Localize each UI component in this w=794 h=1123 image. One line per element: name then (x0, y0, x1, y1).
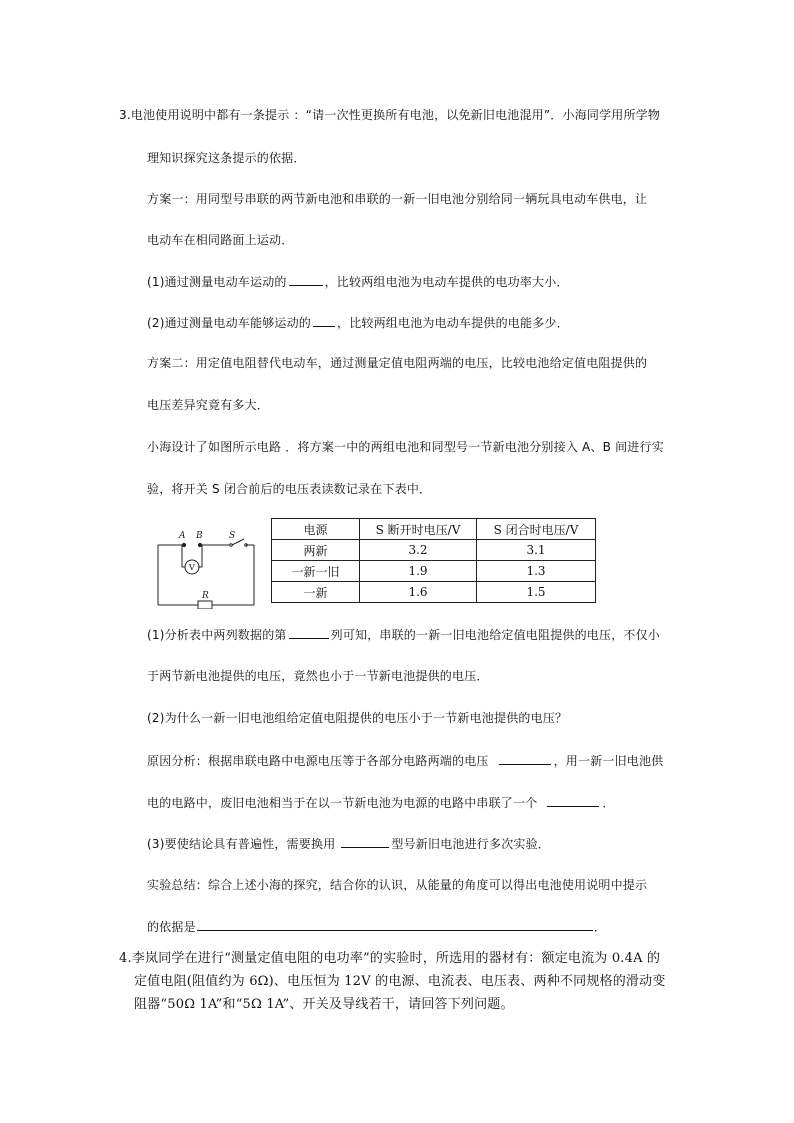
reason-b-prefix: 电的电路中，废旧电池相当于在以一节新电池为电源的电路中串联了一个 (147, 796, 538, 810)
answer-blank[interactable] (341, 835, 389, 848)
terminal-b-label: B (196, 531, 203, 541)
q4-line-2: 定值电阻(阻值约为 6Ω)、电压恒为 12V 的电源、电流表、电压表、两种不同规格的滑动变 (134, 974, 666, 989)
a3-suffix: 型号新旧电池进行多次实验． (391, 837, 551, 851)
table-row (272, 561, 596, 582)
p1-prefix: (1)通过测量电动车运动的 (147, 275, 287, 289)
q3-line-2: 理知识探究这条提示的依据． (147, 151, 306, 165)
plan1-question-1 (147, 273, 569, 290)
plan1-line-1: 方案一：用同型号串联的两节新电池和串联的一新一旧电池分别给同一辆玩具电动车供电，让 (147, 192, 648, 206)
table-cell: 1.9 (360, 561, 477, 582)
table-header: S 断开时电压/V (360, 519, 477, 540)
q4-line-3: 阻器“50Ω 1A”和“5Ω 1A”、开关及导线若干，请回答下列问题。 (134, 997, 514, 1012)
answer-blank[interactable] (289, 626, 329, 639)
answer-blank[interactable] (197, 918, 593, 931)
table-cell: 一新一旧 (272, 561, 360, 582)
table-cell: 1.5 (477, 582, 596, 603)
summary-line-1: 实验总结：综合上述小海的探究，结合你的认识，从能量的角度可以得出电池使用说明中提示 (147, 878, 648, 892)
summary-line-2 (147, 918, 606, 935)
analysis-line-2: 于两节新电池提供的电压，竟然也小于一节新电池提供的电压． (147, 669, 489, 683)
p1-suffix: ，比较两组电池为电动车提供的电功率大小． (324, 275, 569, 289)
plan2-line-2: 电压差异究竟有多大． (147, 398, 270, 412)
table-cell: 3.1 (477, 540, 596, 561)
table-cell: 3.2 (360, 540, 477, 561)
design-line-1: 小海设计了如图所示电路 ．将方案一中的两组电池和同型号一节新电池分别接入 A、B 间进行实 (147, 440, 664, 454)
table-header-row (272, 519, 596, 540)
table-cell: 一新 (272, 582, 360, 603)
a1-suffix: 列可知，串联的一新一旧电池给定值电阻提供的电压，不仅小 (330, 628, 661, 642)
terminal-a-label: A (179, 531, 186, 541)
reason-b-suffix: ． (602, 796, 615, 810)
reason-prefix: 原因分析：根据串联电路中电源电压等于各部分电路两端的电压 (147, 754, 489, 768)
q3-line-1: 3.电池使用说明中都有一条提示 ：“请一次性更换所有电池，以免新旧电池混用”．小海同学用所学物 (119, 108, 661, 122)
table-cell: 1.6 (360, 582, 477, 603)
table-cell: 两新 (272, 540, 360, 561)
answer-blank[interactable] (547, 794, 599, 807)
a1-prefix: (1)分析表中两列数据的第 (147, 628, 287, 642)
analysis-question-3 (147, 835, 550, 852)
table-header: 电源 (272, 519, 360, 540)
plan2-line-1: 方案二：用定值电阻替代电动车，通过测量定值电阻两端的电压，比较电池给定值电阻提供的 (147, 356, 648, 370)
design-line-2: 验，将开关 S 闭合前后的电压表读数记录在下表中． (147, 482, 432, 496)
circuit-diagram (150, 527, 262, 609)
plan1-line-2: 电动车在相同路面上运动． (147, 233, 294, 247)
resistor-symbol (198, 601, 212, 609)
summary-suffix: ． (593, 920, 607, 934)
analysis-question-1 (147, 626, 660, 643)
voltage-table (271, 518, 596, 603)
resistor-label: R (202, 591, 209, 601)
table-row (272, 540, 596, 561)
switch-label: S (229, 531, 236, 541)
table-row (272, 582, 596, 603)
p2-suffix: ，比较两组电池为电动车提供的电能多少． (337, 316, 569, 330)
analysis-question-2: (2)为什么一新一旧电池组给定值电阻提供的电压小于一节新电池提供的电压？ (147, 711, 568, 725)
answer-blank[interactable] (313, 314, 335, 327)
table-cell: 1.3 (477, 561, 596, 582)
plan1-question-2 (147, 314, 569, 331)
voltmeter-label: V (189, 563, 195, 572)
answer-blank[interactable] (499, 752, 551, 765)
a3-prefix: (3)要使结论具有普遍性，需要换用 (147, 837, 336, 851)
reason-line-2 (147, 794, 615, 811)
reason-line-1 (147, 752, 663, 769)
reason-suffix: ，用一新一旧电池供 (553, 754, 664, 768)
summary-prefix: 的依据是 (147, 920, 196, 934)
table-header: S 闭合时电压/V (477, 519, 596, 540)
answer-blank[interactable] (289, 273, 323, 286)
p2-prefix: (2)通过测量电动车能够运动的 (147, 316, 311, 330)
q4-line-1: 4.李岚同学在进行“测量定值电阻的电功率”的实验时，所选用的器材有：额定电流为 0.4A 的 (119, 951, 661, 966)
